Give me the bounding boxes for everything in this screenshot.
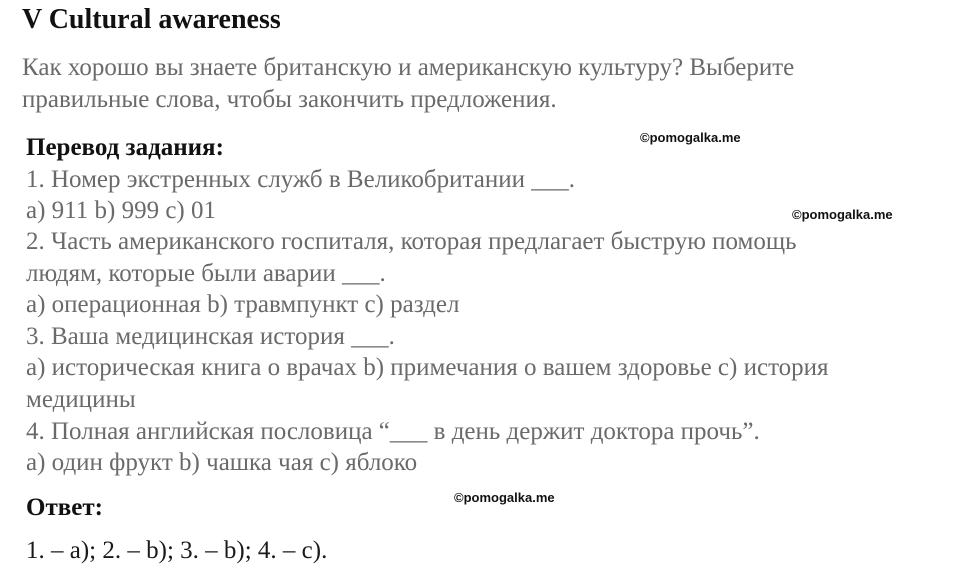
translation-line: 4. Полная английская пословица “___ в день держит доктора прочь”. — [26, 418, 760, 445]
translation-line: 2. Часть американского госпиталя, которая предлагает быструю помощь — [26, 228, 797, 255]
translation-line: a) операционная b) травмпункт c) раздел — [26, 291, 460, 318]
page-title: V Cultural awareness — [22, 4, 281, 35]
translation-line: 3. Ваша медицинская история ___. — [26, 323, 395, 350]
translation-line: a) один фрукт b) чашка чая c) яблоко — [26, 449, 418, 476]
answer-heading: Ответ: — [26, 494, 103, 521]
translation-line: a) историческая книга о врачах b) примечания о вашем здоровье c) история — [26, 354, 829, 381]
translation-line: медицины — [26, 386, 136, 413]
watermark: ©pomogalka.me — [792, 207, 893, 222]
watermark: ©pomogalka.me — [454, 490, 555, 505]
watermark: ©pomogalka.me — [640, 130, 741, 145]
intro-line-2: правильные слова, чтобы закончить предложения. — [22, 86, 557, 113]
translation-heading: Перевод задания: — [26, 134, 224, 161]
answer-text: 1. – a); 2. – b); 3. – b); 4. – c). — [26, 537, 328, 564]
translation-line: a) 911 b) 999 c) 01 — [26, 197, 216, 224]
intro-line-1: Как хорошо вы знаете британскую и американскую культуру? Выберите — [22, 54, 795, 81]
translation-line: 1. Номер экстренных служб в Великобритании ___. — [26, 166, 575, 193]
translation-line: людям, которые были аварии ___. — [26, 260, 386, 287]
